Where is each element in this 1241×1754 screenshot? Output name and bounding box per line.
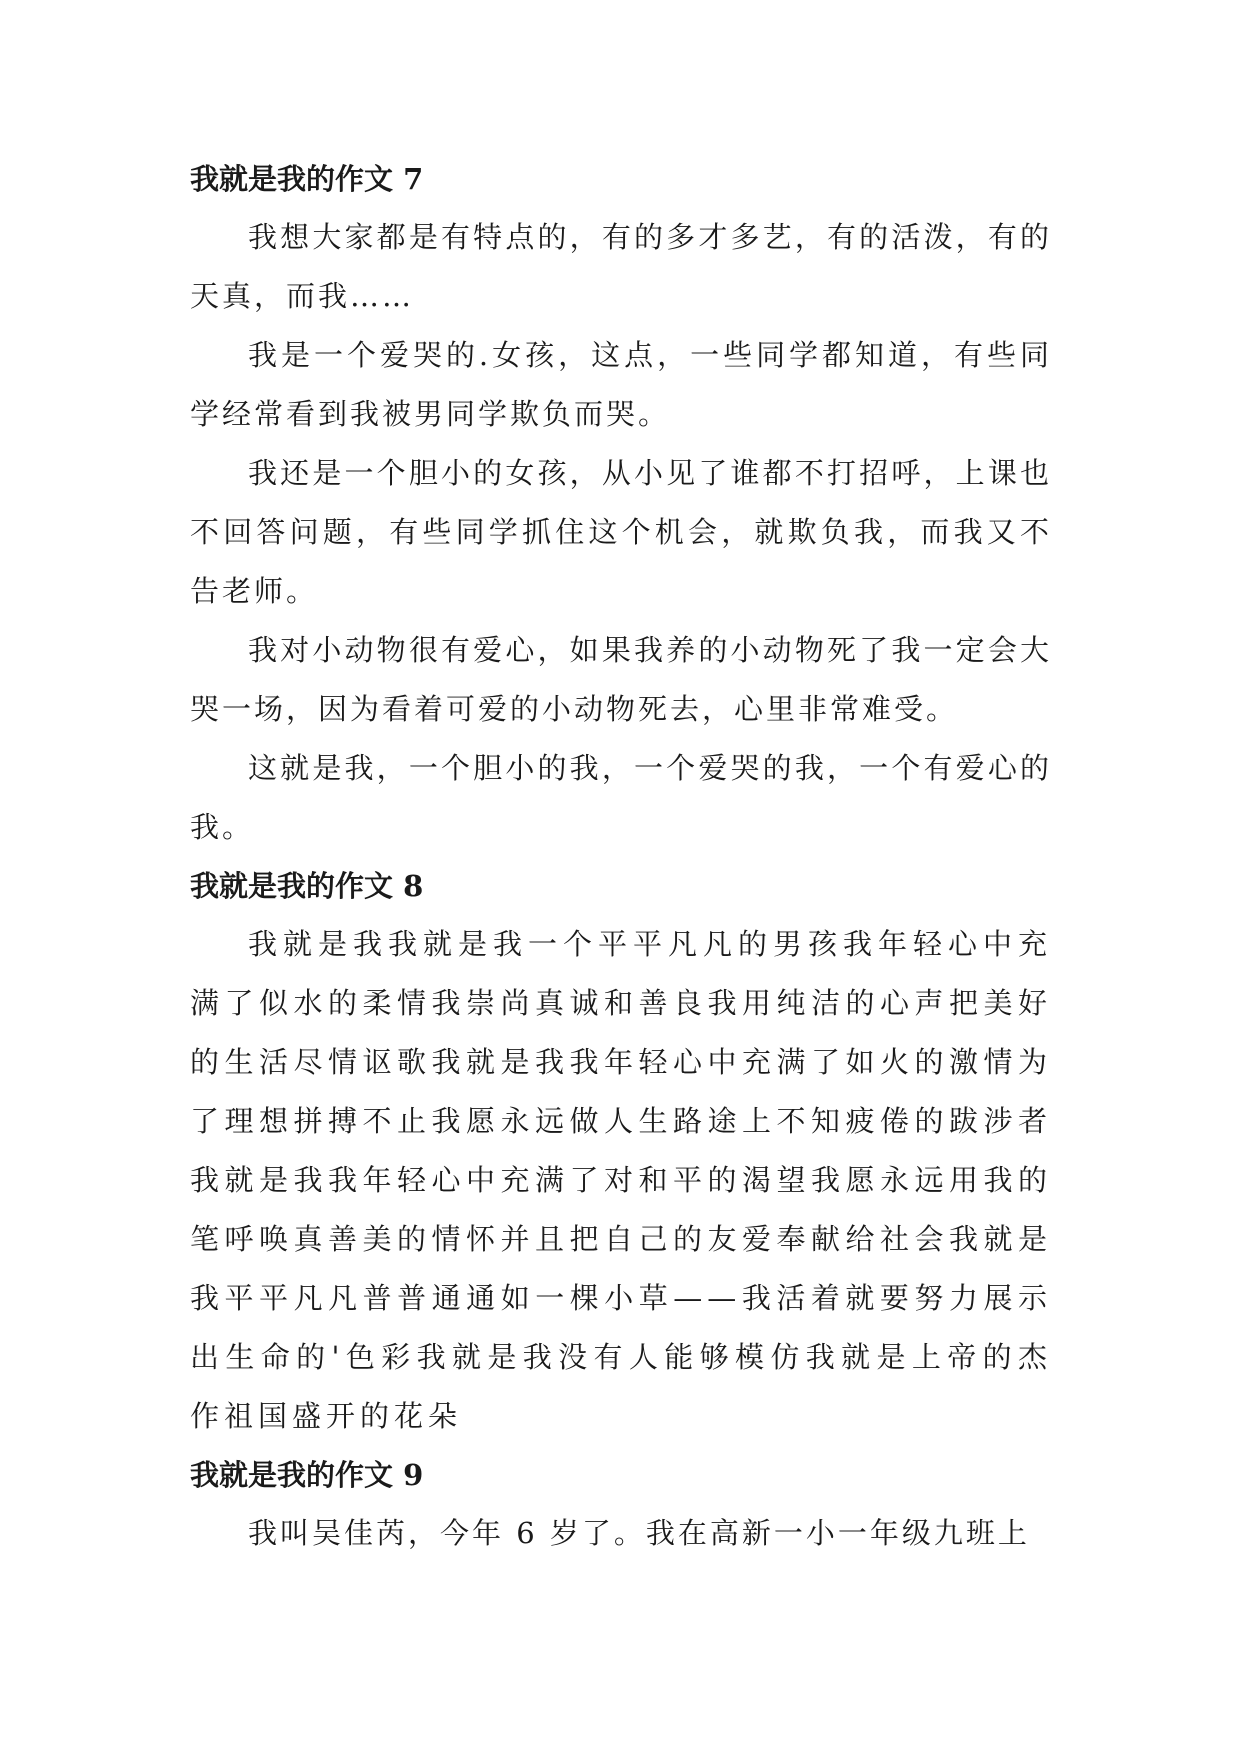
paragraph: 我还是一个胆小的女孩，从小见了谁都不打招呼，上课也不回答问题，有些同学抓住这个机会，就欺负我，而我又不告老师。: [190, 456, 1052, 608]
paragraph: 我想大家都是有特点的，有的多才多艺，有的活泼，有的天真，而我……: [190, 220, 1052, 313]
section-title: 我就是我的作文 8: [190, 869, 424, 903]
paragraph: 我是一个爱哭的.女孩，这点，一些同学都知道，有些同学经常看到我被男同学欺负而哭。: [190, 338, 1052, 431]
essay-section-8: [190, 857, 1052, 1446]
essay-section-9: [190, 1446, 1052, 1563]
section-title: 我就是我的作文 9: [190, 1458, 424, 1492]
paragraph: 我对小动物很有爱心，如果我养的小动物死了我一定会大哭一场，因为看着可爱的小动物死去，心里非常难受。: [190, 633, 1052, 726]
paragraph: 这就是我，一个胆小的我，一个爱哭的我，一个有爱心的我。: [190, 751, 1052, 844]
paragraph: 我叫吴佳芮，今年 6 岁了。我在高新一小一年级九班上: [248, 1516, 1030, 1550]
document-page: [190, 150, 1052, 1563]
paragraph: 我就是我我就是我一个平平凡凡的男孩我年轻心中充满了似水的柔情我崇尚真诚和善良我用纯洁的心声把美好的生活尽情讴歌我就是我我年轻心中充满了如火的激情为了理想拼搏不止我愿永远做人生路途上不知疲倦的跋涉者我就是我我年轻心中充满了对和平的渴望我愿永远用我的笔呼唤真善美的情怀并且把自己的友爱奉献给社会我就是我平平凡凡普普通通如一棵小草——我活着就要努力展示出生命的'色彩我就是我没有人能够模仿我就是上帝的杰作祖国盛开的花朵: [190, 927, 1052, 1433]
essay-section-7: [190, 150, 1052, 857]
section-title: 我就是我的作文 7: [190, 162, 424, 196]
